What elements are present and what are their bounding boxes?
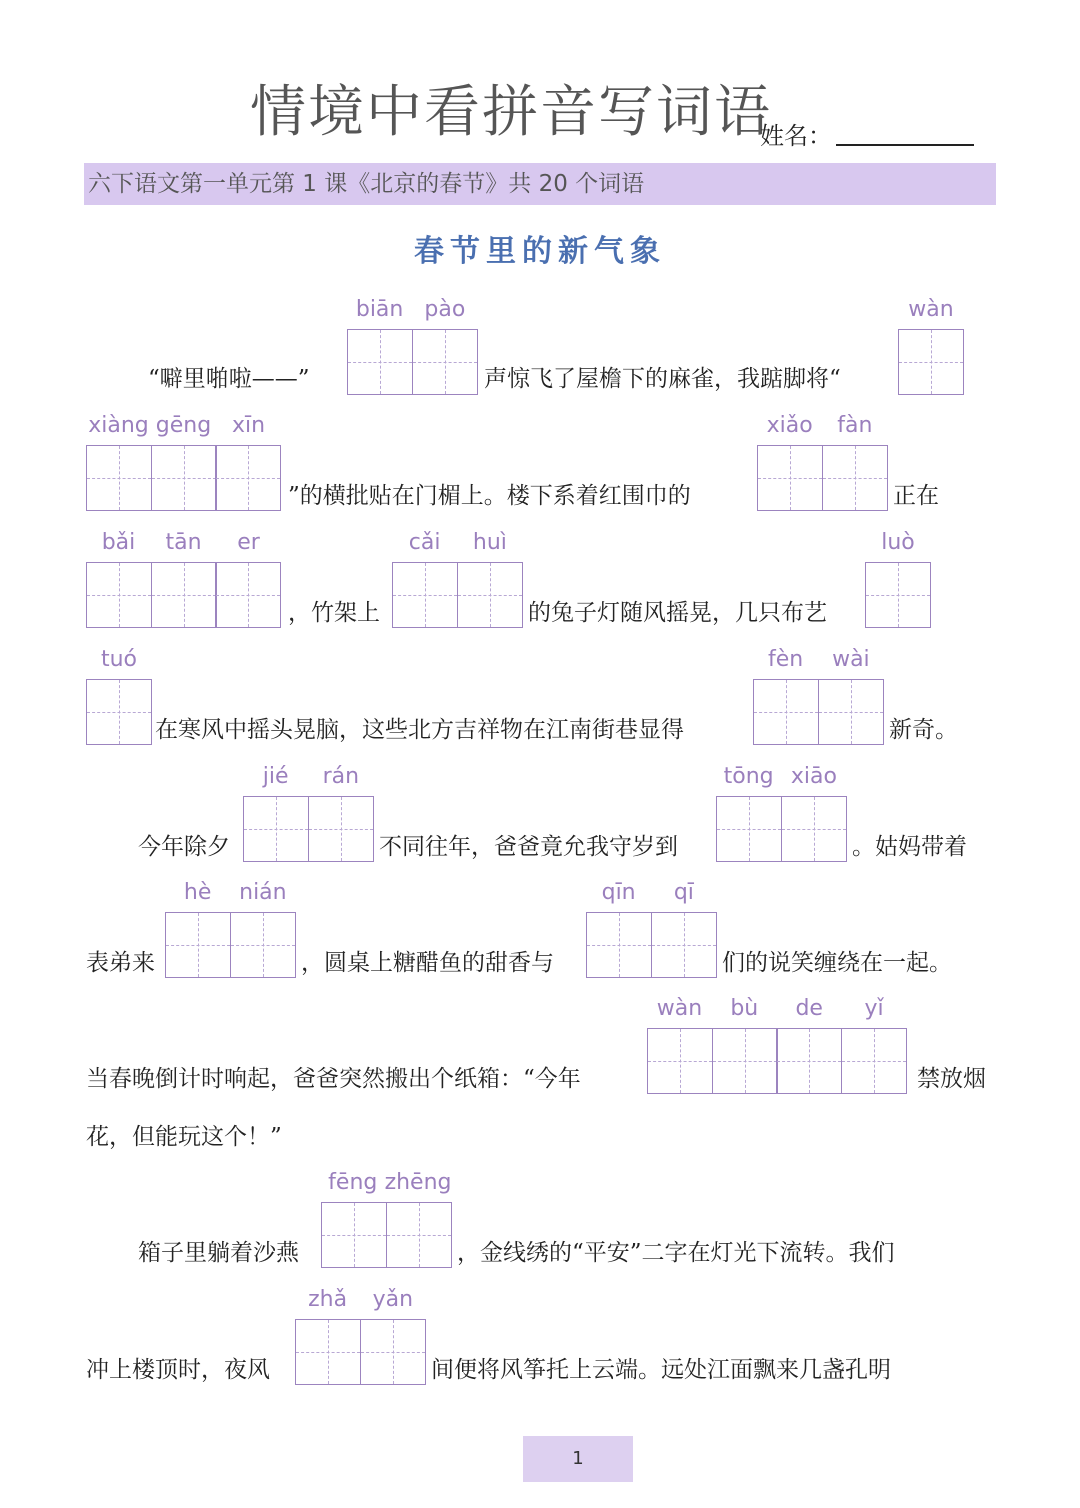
tianzige-box[interactable]	[347, 329, 413, 395]
character-grid[interactable]	[86, 679, 151, 745]
pinyin-syllable: tuó	[100, 647, 138, 672]
pinyin-syllable: xiàng	[88, 413, 149, 438]
pinyin-label	[295, 1285, 426, 1315]
pinyin-syllable: zhēng	[384, 1170, 452, 1195]
tianzige-box[interactable]	[295, 1319, 361, 1385]
pinyin-syllable: fàn	[837, 413, 873, 438]
pinyin-word[interactable]	[757, 411, 888, 511]
pinyin-word[interactable]	[392, 528, 523, 628]
passage-text: 正在	[893, 483, 939, 509]
pinyin-syllable: fēng	[328, 1170, 378, 1195]
character-grid[interactable]	[347, 329, 476, 395]
pinyin-label	[757, 411, 888, 441]
pinyin-syllable: yǎn	[372, 1287, 414, 1312]
pinyin-syllable: de	[795, 996, 823, 1021]
tianzige-box[interactable]	[151, 445, 217, 511]
tianzige-box[interactable]	[386, 1202, 452, 1268]
tianzige-box[interactable]	[586, 912, 652, 978]
pinyin-label	[865, 528, 931, 558]
pinyin-word[interactable]	[295, 1285, 426, 1385]
name-label: 姓名：	[760, 122, 832, 150]
passage-title: 春节里的新气象	[414, 234, 666, 269]
pinyin-syllable: wàn	[656, 996, 703, 1021]
tianzige-box[interactable]	[360, 1319, 426, 1385]
character-grid[interactable]	[586, 912, 715, 978]
pinyin-syllable: luò	[881, 530, 915, 555]
pinyin-syllable: bǎi	[101, 530, 136, 555]
passage-text: 间便将风筝托上云端。远处江面飘来几盏孔明	[431, 1357, 891, 1383]
tianzige-box[interactable]	[321, 1202, 387, 1268]
tianzige-box[interactable]	[457, 562, 523, 628]
tianzige-box[interactable]	[392, 562, 458, 628]
pinyin-syllable: huì	[472, 530, 507, 555]
passage-text: 。姑妈带着	[852, 834, 967, 860]
tianzige-box[interactable]	[865, 562, 931, 628]
character-grid[interactable]	[865, 562, 930, 628]
tianzige-box[interactable]	[822, 445, 888, 511]
pinyin-syllable: qī	[673, 880, 694, 905]
passage-text: 当春晚倒计时响起，爸爸突然搬出个纸箱：“今年	[86, 1066, 581, 1092]
pinyin-label	[86, 645, 152, 675]
passage-text: ”的横批贴在门楣上。楼下系着红围巾的	[288, 483, 691, 509]
pinyin-syllable: nián	[239, 880, 287, 905]
pinyin-label	[753, 645, 884, 675]
pinyin-syllable: pào	[424, 297, 466, 322]
pinyin-syllable: xīn	[231, 413, 266, 438]
character-grid[interactable]	[647, 1028, 905, 1094]
character-grid[interactable]	[392, 562, 521, 628]
pinyin-label	[347, 295, 478, 325]
pinyin-syllable: cǎi	[408, 530, 441, 555]
tianzige-box[interactable]	[243, 796, 309, 862]
pinyin-label	[716, 762, 847, 792]
pinyin-syllable: wài	[832, 647, 870, 672]
character-grid[interactable]	[243, 796, 372, 862]
character-grid[interactable]	[86, 562, 280, 628]
pinyin-word[interactable]	[165, 878, 296, 978]
pinyin-label	[647, 994, 907, 1024]
passage-text: 今年除夕	[138, 834, 230, 860]
passage-text: 箱子里躺着沙燕	[138, 1240, 299, 1266]
page-number: 1	[523, 1436, 633, 1482]
tianzige-box[interactable]	[647, 1028, 713, 1094]
tianzige-box[interactable]	[86, 562, 152, 628]
pinyin-syllable: tōng	[723, 764, 774, 789]
tianzige-box[interactable]	[841, 1028, 907, 1094]
tianzige-box[interactable]	[818, 679, 884, 745]
pinyin-syllable: xiāo	[790, 764, 837, 789]
pinyin-syllable: bù	[730, 996, 759, 1021]
tianzige-box[interactable]	[412, 329, 478, 395]
lesson-banner: 六下语文第一单元第 1 课《北京的春节》共 20 个词语	[84, 163, 996, 205]
pinyin-label	[392, 528, 523, 558]
pinyin-word[interactable]	[347, 295, 478, 395]
pinyin-label	[86, 528, 281, 558]
passage-text: 花，但能玩这个！”	[86, 1124, 282, 1150]
pinyin-syllable: fèn	[768, 647, 804, 672]
pinyin-word[interactable]	[586, 878, 717, 978]
pinyin-word[interactable]	[716, 762, 847, 862]
tianzige-box[interactable]	[753, 679, 819, 745]
passage-text: 的兔子灯随风摇晃，几只布艺	[528, 600, 827, 626]
passage-text: 们的说笑缠绕在一起。	[722, 950, 952, 976]
character-grid[interactable]	[295, 1319, 424, 1385]
tianzige-box[interactable]	[757, 445, 823, 511]
passage-text: 新奇。	[889, 717, 958, 743]
pinyin-syllable: zhǎ	[308, 1287, 348, 1312]
passage-text: 冲上楼顶时，夜风	[86, 1357, 270, 1383]
tianzige-box[interactable]	[712, 1028, 778, 1094]
pinyin-syllable: rán	[322, 764, 360, 789]
pinyin-syllable: tān	[165, 530, 202, 555]
pinyin-syllable: jié	[262, 764, 289, 789]
passage-text: 声惊飞了屋檐下的麻雀，我踮脚将“	[484, 366, 841, 392]
character-grid[interactable]	[898, 329, 963, 395]
tianzige-box[interactable]	[651, 912, 717, 978]
passage-text: 不同往年，爸爸竟允我守岁到	[379, 834, 678, 860]
pinyin-syllable: er	[237, 530, 260, 555]
tianzige-box[interactable]	[776, 1028, 842, 1094]
pinyin-word[interactable]	[898, 295, 964, 395]
pinyin-word[interactable]	[86, 528, 281, 628]
name-blank-line[interactable]	[836, 144, 974, 146]
pinyin-label	[86, 411, 281, 441]
pinyin-syllable: qīn	[601, 880, 636, 905]
passage-text: 禁放烟	[917, 1066, 986, 1092]
pinyin-syllable: xiǎo	[766, 413, 813, 438]
tianzige-box[interactable]	[781, 796, 847, 862]
passage-text: ，圆桌上糖醋鱼的甜香与	[301, 950, 554, 976]
pinyin-label	[898, 295, 964, 325]
tianzige-box[interactable]	[230, 912, 296, 978]
character-grid[interactable]	[165, 912, 294, 978]
pinyin-word[interactable]	[86, 411, 281, 511]
tianzige-box[interactable]	[151, 562, 217, 628]
pinyin-word[interactable]	[243, 762, 374, 862]
tianzige-box[interactable]	[86, 445, 152, 511]
pinyin-syllable: hè	[183, 880, 212, 905]
pinyin-label	[243, 762, 374, 792]
pinyin-syllable: yǐ	[864, 996, 884, 1021]
passage-text: 在寒风中摇头晃脑，这些北方吉祥物在江南街巷显得	[155, 717, 684, 743]
pinyin-word[interactable]	[86, 645, 152, 745]
tianzige-box[interactable]	[215, 562, 281, 628]
passage-text: 表弟来	[86, 950, 155, 976]
pinyin-syllable: wàn	[908, 297, 954, 322]
character-grid[interactable]	[86, 445, 280, 511]
passage-text: ，金线绣的“平安”二字在灯光下流转。我们	[457, 1240, 895, 1266]
pinyin-label	[321, 1168, 452, 1198]
pinyin-syllable: gēng	[155, 413, 212, 438]
tianzige-box[interactable]	[716, 796, 782, 862]
pinyin-word[interactable]	[865, 528, 931, 628]
tianzige-box[interactable]	[86, 679, 152, 745]
pinyin-label	[165, 878, 296, 908]
pinyin-word[interactable]	[647, 994, 907, 1094]
pinyin-syllable: biān	[355, 297, 404, 322]
character-grid[interactable]	[716, 796, 845, 862]
worksheet-title: 情境中看拼音写词语	[250, 80, 772, 145]
pinyin-word[interactable]	[753, 645, 884, 745]
character-grid[interactable]	[753, 679, 882, 745]
tianzige-box[interactable]	[165, 912, 231, 978]
character-grid[interactable]	[757, 445, 886, 511]
pinyin-word[interactable]	[321, 1168, 452, 1268]
passage-text: ，竹架上	[288, 600, 380, 626]
character-grid[interactable]	[321, 1202, 450, 1268]
tianzige-box[interactable]	[898, 329, 964, 395]
pinyin-label	[586, 878, 717, 908]
tianzige-box[interactable]	[215, 445, 281, 511]
passage-text: “噼里啪啦——”	[148, 366, 310, 392]
tianzige-box[interactable]	[308, 796, 374, 862]
